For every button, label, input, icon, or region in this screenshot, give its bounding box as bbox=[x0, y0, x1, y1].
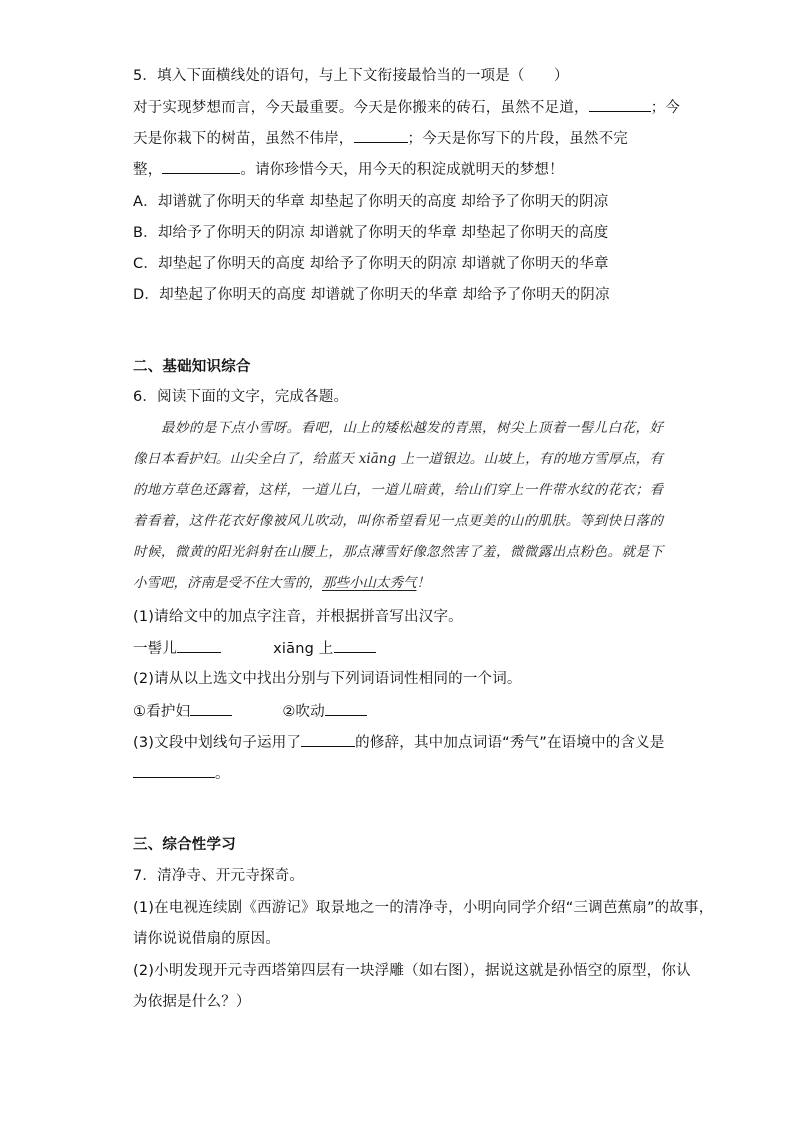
passage-end-mark: ！ bbox=[416, 575, 430, 591]
q6-sub3-line2 bbox=[133, 763, 230, 784]
q5-line1-end: ；今 bbox=[650, 100, 681, 116]
q6-sub2-answers bbox=[133, 701, 367, 722]
q5-blank-1[interactable] bbox=[589, 97, 651, 112]
q6-sub2-item-b: ②吹动 bbox=[282, 704, 325, 720]
q6-sub1-item-b: xiāng 上 bbox=[273, 641, 334, 657]
q6-sub1-blank-a[interactable] bbox=[177, 638, 221, 653]
q6-sub3-end: 。 bbox=[215, 766, 230, 782]
q6-sub1: (1)请给文中的加点字注音，并根据拼音写出汉字。 bbox=[133, 609, 463, 625]
q6-sub3-mid: 的修辞，其中加点词语“秀气”在语境中的含义是 bbox=[355, 735, 665, 751]
q5-line2-end: ；今天是你写下的片段，虽然不完 bbox=[407, 131, 628, 147]
passage-last-line bbox=[133, 568, 663, 599]
q5-line2 bbox=[133, 128, 628, 149]
q6-sub2-blank-a[interactable] bbox=[190, 701, 232, 716]
q6-sub3 bbox=[133, 732, 665, 753]
q7-sub2-line1: (2)小明发现开元寺西塔第四层有一块浮雕（如右图），据说这就是孙悟空的原型，你认 bbox=[133, 963, 691, 979]
q6-sub2-blank-b[interactable] bbox=[325, 701, 367, 716]
q5-line1-text: 对于实现梦想而言，今天最重要。今天是你搬来的砖石，虽然不足道， bbox=[133, 100, 589, 116]
q7-sub2-line2: 为依据是什么？） bbox=[133, 994, 251, 1010]
q5-option-c[interactable]: C．却垫起了你明天的高度 却给予了你明天的阴凉 却谱就了你明天的华章 bbox=[133, 256, 609, 272]
q5-line3-end: 。请你珍惜今天，用今天的积淀成就明天的梦想！ bbox=[240, 162, 564, 178]
q5-option-b[interactable]: B．却给予了你明天的阴凉 却谱就了你明天的华章 却垫起了你明天的高度 bbox=[133, 225, 609, 241]
reading-passage bbox=[133, 413, 663, 599]
q5-line3 bbox=[133, 159, 564, 180]
passage-line: 的地方草色还露着，这样，一道儿白，一道儿暗黄，给山们穿上一件带水纹的花衣；看 bbox=[133, 482, 663, 498]
q6-sub3-blank-2[interactable] bbox=[133, 763, 215, 778]
passage-line: 像日本看护妇。山尖全白了，给蓝天 xiāng 上一道银边。山坡上，有的地方雪厚点，有 bbox=[133, 451, 663, 467]
q6-sub2-item-a: ①看护妇 bbox=[133, 704, 191, 720]
q7-sub1-line2: 请你说说借扇的原因。 bbox=[133, 931, 280, 947]
q7-stem: 7．清净寺、开元寺探奇。 bbox=[133, 868, 305, 884]
q5-stem: 5．填入下面横线处的语句，与上下文衔接最恰当的一项是（ ） bbox=[133, 68, 569, 84]
q5-line2-text: 天是你栽下的树苗，虽然不伟岸， bbox=[133, 131, 354, 147]
q5-line1 bbox=[133, 97, 680, 118]
passage-line: 小雪吧，济南是受不住大雪的， bbox=[133, 575, 322, 591]
q5-option-d[interactable]: D．却垫起了你明天的高度 却谱就了你明天的华章 却给予了你明天的阴凉 bbox=[133, 287, 610, 303]
passage-line: 最妙的是下点小雪呀。看吧，山上的矮松越发的青黑，树尖上顶着一髻儿白花，好 bbox=[161, 420, 663, 436]
q6-sub3-text: (3)文段中划线句子运用了 bbox=[133, 735, 302, 751]
q5-option-a[interactable]: A．却谱就了你明天的华章 却垫起了你明天的高度 却给予了你明天的阴凉 bbox=[133, 194, 609, 210]
q6-sub2: (2)请从以上选文中找出分别与下列词语词性相同的一个词。 bbox=[133, 671, 522, 687]
q6-sub1-item-a: 一髻儿 bbox=[133, 641, 178, 657]
section2-heading: 二、基础知识综合 bbox=[133, 359, 251, 375]
q6-sub1-answers bbox=[133, 638, 376, 659]
q6-stem: 6．阅读下面的文字，完成各题。 bbox=[133, 389, 349, 405]
q5-blank-3[interactable] bbox=[162, 159, 240, 174]
passage-line: 着看着，这件花衣好像被风儿吹动，叫你希望看见一点更美的山的肌肤。等到快日落的 bbox=[133, 513, 663, 529]
q6-sub3-blank-1[interactable] bbox=[301, 732, 355, 747]
section3-heading: 三、综合性学习 bbox=[133, 837, 236, 853]
q5-blank-2[interactable] bbox=[354, 128, 408, 143]
passage-line: 时候，微黄的阳光斜射在山腰上，那点薄雪好像忽然害了羞，微微露出点粉色。就是下 bbox=[133, 544, 663, 560]
q6-sub1-blank-b[interactable] bbox=[334, 638, 376, 653]
q7-sub1-line1: (1)在电视连续剧《西游记》取景地之一的清净寺，小明向同学介绍“三调芭蕉扇”的故事， bbox=[133, 900, 714, 916]
q5-line3-text: 整， bbox=[133, 162, 163, 178]
passage-underlined-sentence: 那些小山太秀气 bbox=[322, 575, 417, 591]
